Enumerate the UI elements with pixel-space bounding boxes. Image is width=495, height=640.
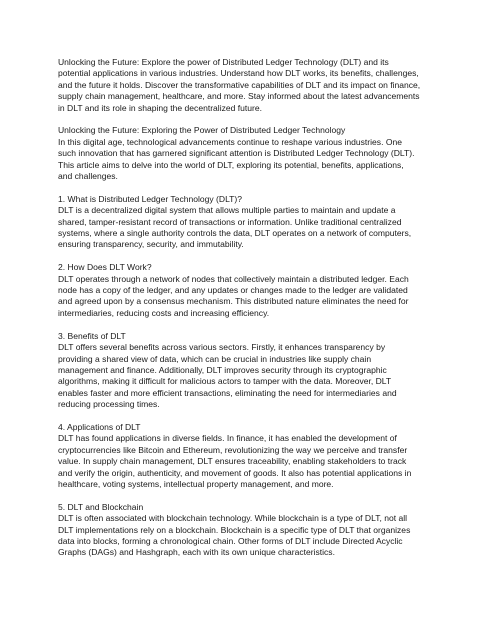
text-line: cryptocurrencies like Bitcoin and Ethereum, revolutionizing the way we perceive and transfer (58, 444, 408, 455)
text-line: potential applications in various industries. Understand how DLT works, its benefits, challenges, (58, 68, 419, 79)
section-applications (58, 422, 437, 490)
section-dlt-and-blockchain (58, 502, 437, 559)
section-heading: 1. What is Distributed Ledger Technology (DLT)? (58, 193, 243, 204)
text-line: DLT offers several benefits across various sectors. Firstly, it enhances transparency by (58, 342, 386, 353)
text-line: Unlocking the Future: Explore the power of Distributed Ledger Technology (DLT) and its (58, 57, 389, 67)
text-line: and the future it holds. Discover the transformative capabilities of DLT and its impact on finance, (58, 79, 421, 90)
text-line: management and finance. Additionally, DLT improves security through its cryptographic (58, 364, 387, 375)
section-heading: 3. Benefits of DLT (58, 330, 126, 341)
text-line: reducing processing times. (58, 399, 160, 410)
text-line: enables faster and more efficient transactions, eliminating the need for intermediaries and (58, 387, 397, 398)
text-line: node has a copy of the ledger, and any updates or changes made to the ledger are validated (58, 285, 408, 296)
section-heading: 5. DLT and Blockchain (58, 501, 144, 512)
text-line: This article aims to delve into the world of DLT, exploring its potential, benefits, applications, (58, 159, 404, 170)
text-line: value. In supply chain management, DLT ensures traceability, enabling stakeholders to track (58, 456, 407, 467)
text-line: DLT is often associated with blockchain technology. While blockchain is a type of DLT, not all (58, 513, 408, 524)
section-what-is-dlt (58, 194, 437, 251)
article-title: Unlocking the Future: Exploring the Power of Distributed Ledger Technology (58, 125, 346, 136)
text-line: and agreed upon by a consensus mechanism. This distributed nature eliminates the need for (58, 296, 409, 307)
text-line: shared, tamper-resistant record of transactions or information. Unlike traditional centralized (58, 216, 402, 227)
text-line: data into blocks, forming a chronological chain. Other forms of DLT include Directed Acyclic (58, 535, 403, 546)
text-line: such innovation that has garnered significant attention is Distributed Ledger Technology (DLT). (58, 148, 415, 159)
text-line: In this digital age, technological advancements continue to reshape various industries. One (58, 136, 402, 147)
text-line: DLT is a decentralized digital system that allows multiple parties to maintain and update a (58, 205, 396, 216)
section-heading: 2. How Does DLT Work? (58, 262, 152, 273)
section-how-dlt-works (58, 262, 437, 319)
text-line: systems, where a single authority controls the data, DLT operates on a network of computers, (58, 228, 412, 239)
text-line: and verify the origin, authenticity, and movement of goods. It also has potential applications in (58, 467, 412, 478)
text-line: providing a shared view of data, which can be crucial in industries like supply chain (58, 353, 372, 364)
text-line: Graphs (DAGs) and Hashgraph, each with its own unique characteristics. (58, 547, 335, 558)
text-line: supply chain management, healthcare, and more. Stay informed about the latest advancements (58, 91, 420, 102)
title-section (58, 125, 437, 182)
text-line: and challenges. (58, 171, 118, 182)
text-line: DLT has found applications in diverse fields. In finance, it has enabled the development of (58, 433, 397, 444)
text-line: healthcare, voting systems, intellectual property management, and more. (58, 478, 334, 489)
text-line: DLT operates through a network of nodes that collectively maintain a distributed ledger. Each (58, 273, 409, 284)
intro-paragraph (58, 57, 437, 114)
section-heading: 4. Applications of DLT (58, 421, 141, 432)
text-line: intermediaries, reducing costs and increasing efficiency. (58, 307, 270, 318)
text-line: algorithms, making it difficult for malicious actors to tamper with the data. Moreover, DLT (58, 376, 392, 387)
section-benefits (58, 331, 437, 411)
text-line: ensuring transparency, security, and immutability. (58, 239, 244, 250)
text-line: DLT implementations rely on a blockchain. Blockchain is a specific type of DLT that organizes (58, 524, 411, 535)
text-line: in DLT and its role in shaping the decentralized future. (58, 102, 262, 113)
